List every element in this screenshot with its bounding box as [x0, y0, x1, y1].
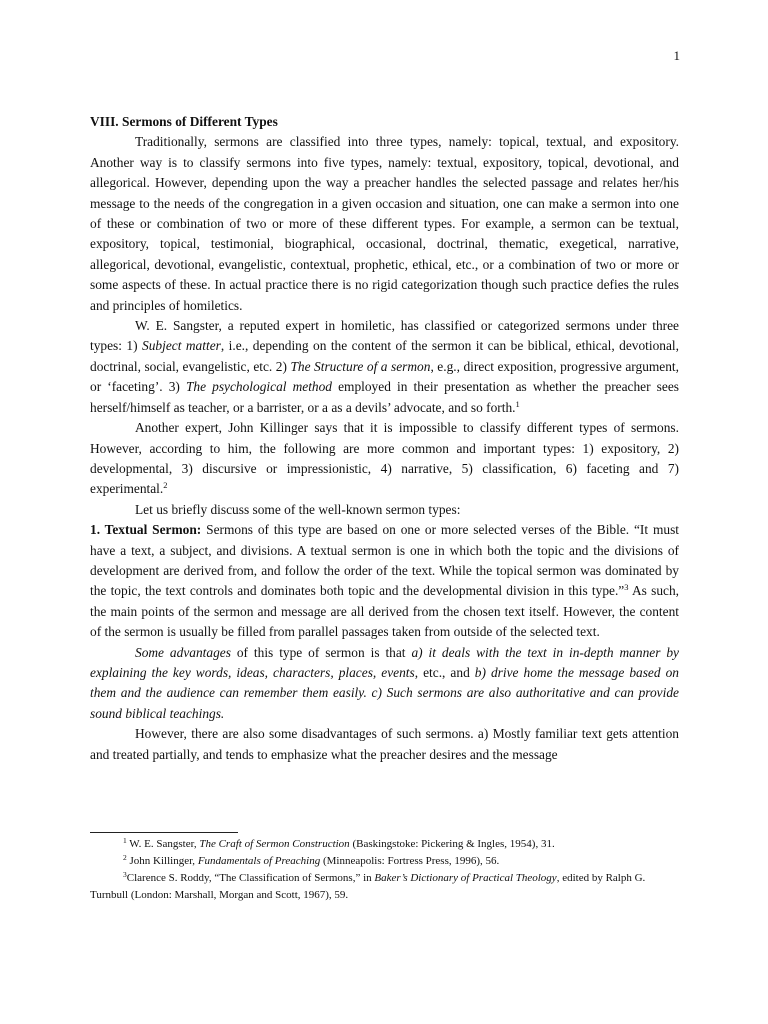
subheading-textual-sermon: 1. Textual Sermon: — [90, 522, 202, 538]
paragraph-textual-sermon — [90, 520, 679, 642]
text-run: W. E. Sangster, a reputed expert in homiletic, has classified or categorized sermons under three types: 1) — [90, 318, 679, 354]
footnote-title: Baker’s Dictionary of Practical Theology — [374, 872, 557, 884]
emphasis-subject-matter: Subject matter — [142, 338, 221, 354]
document-body — [90, 112, 679, 765]
footnote-text: (Minneapolis: Fortress Press, 1996), 56. — [320, 855, 500, 867]
paragraph-advantages — [90, 643, 679, 725]
footnote-1 — [90, 836, 679, 853]
paragraph-disadvantages: However, there are also some disadvantages of such sermons. a) Mostly familiar text gets attention and treated partially, and tends to emphasize what the preacher desires and the message — [90, 726, 679, 762]
footnotes — [90, 836, 679, 904]
footnote-ref-2[interactable]: 2 — [163, 480, 168, 491]
footnote-title: Fundamentals of Preaching — [197, 855, 321, 867]
footnote-text: Clarence S. Roddy, “The Classification of Sermons,” in — [126, 872, 375, 884]
footnote-number: 1 — [123, 836, 127, 845]
text-run: , e.g., direct exposition, progressive argument, or ‘faceting’. 3) — [90, 358, 680, 395]
footnote-text: W. E. Sangster, — [126, 838, 200, 850]
paragraph-sermon-classification: Traditionally, sermons are classified into three types, namely: topical, textual, and expository. Another way is to classify sermons into five types, namely: textual, expository, topical, devotional, and allegorical. However, depending upon the way a preacher handles the selected passage and relates her/his message to the needs of the congregation in a given occasion and situation, one can make a sermon into one of these or combination of two or more of these different types. For example, a sermon can be textual, expository, topical, testimonial, biographical, occasional, doctrinal, thematic, exegetical, narrative, allegorical, devotional, evangelistic, contextual, prophetic, ethical, etc., or a combination of two or more or some aspects of these. In actual practice there is no rigid categorization though such practice defies the rules and principles of homiletics. — [90, 134, 679, 313]
text-run: , i.e., depending on the content of the sermon it can be biblical, ethical, devotional, doctrinal, social, evangelistic, etc. 2) — [90, 338, 680, 374]
text-run: employed in their presentation as whether the preacher sees herself/himself as teacher, or a barrister, or a as a devils’ advocate, and so forth. — [90, 379, 679, 415]
emphasis-advantage-bc: b) drive home the message based on them and the audience can remember them easily. c) Such sermons are also authoritative and can provide sound biblical teachings. — [90, 664, 679, 721]
emphasis-advantage-a: a) it deals with the text in in-depth manner by explaining the key words, ideas, characters, places, events — [90, 644, 679, 680]
text-run: Sermons of this type are based on one or more selected verses of the Bible. “It must have a text, a subject, and divisions. A textual sermon is one in which both the topic and the divisions of development are derived from, and follow the order of the text. While the topical sermon was dominated by the topic, the text controls and dominates both topic and the developmental division in this type.” — [90, 522, 680, 599]
footnote-ref-3[interactable]: 3 — [624, 582, 629, 593]
text-run: Another expert, John Killinger says that it is impossible to classify different types of sermons. However, according to him, the following are more common and important types: 1) expository, 2) developmental, 3) discursive or impressionistic, 4) narrative, 5) classification, 6) faceting and 7) experimental. — [90, 420, 679, 497]
text-run: As such, the main points of the sermon and message are all derived from the chosen text itself. However, the content of the sermon is usually be filled from parallel passages taken from outside of the selected text. — [90, 583, 679, 640]
paragraph-sangster — [90, 316, 679, 418]
footnote-number: 2 — [123, 853, 127, 862]
page-number: 1 — [673, 48, 680, 63]
footnote-ref-1[interactable]: 1 — [515, 398, 520, 409]
text-run: , etc., and — [414, 664, 475, 680]
footnote-2 — [90, 853, 679, 870]
emphasis-structure: The Structure of a sermon — [290, 358, 431, 374]
footnote-3 — [90, 870, 679, 904]
footnote-text: (Baskingstoke: Pickering & Ingles, 1954), 31. — [349, 838, 555, 850]
emphasis-some-advantages: Some advantages — [135, 644, 231, 660]
footnote-number: 3 — [123, 870, 127, 879]
footnote-title: The Craft of Sermon Construction — [199, 838, 350, 850]
footnote-text: , edited by Ralph G. Turnbull (London: Marshall, Morgan and Scott, 1967), 59. — [90, 872, 646, 901]
paragraph-killinger — [90, 418, 679, 500]
section-heading: VIII. Sermons of Different Types — [90, 114, 278, 129]
emphasis-psychological-method: The psychological method — [185, 379, 332, 395]
footnote-text: John Killinger, — [126, 855, 198, 867]
text-run: of this type of sermon is that — [230, 644, 412, 660]
footnote-separator — [90, 832, 238, 833]
paragraph-intro-types: Let us briefly discuss some of the well-known sermon types: — [135, 501, 461, 517]
